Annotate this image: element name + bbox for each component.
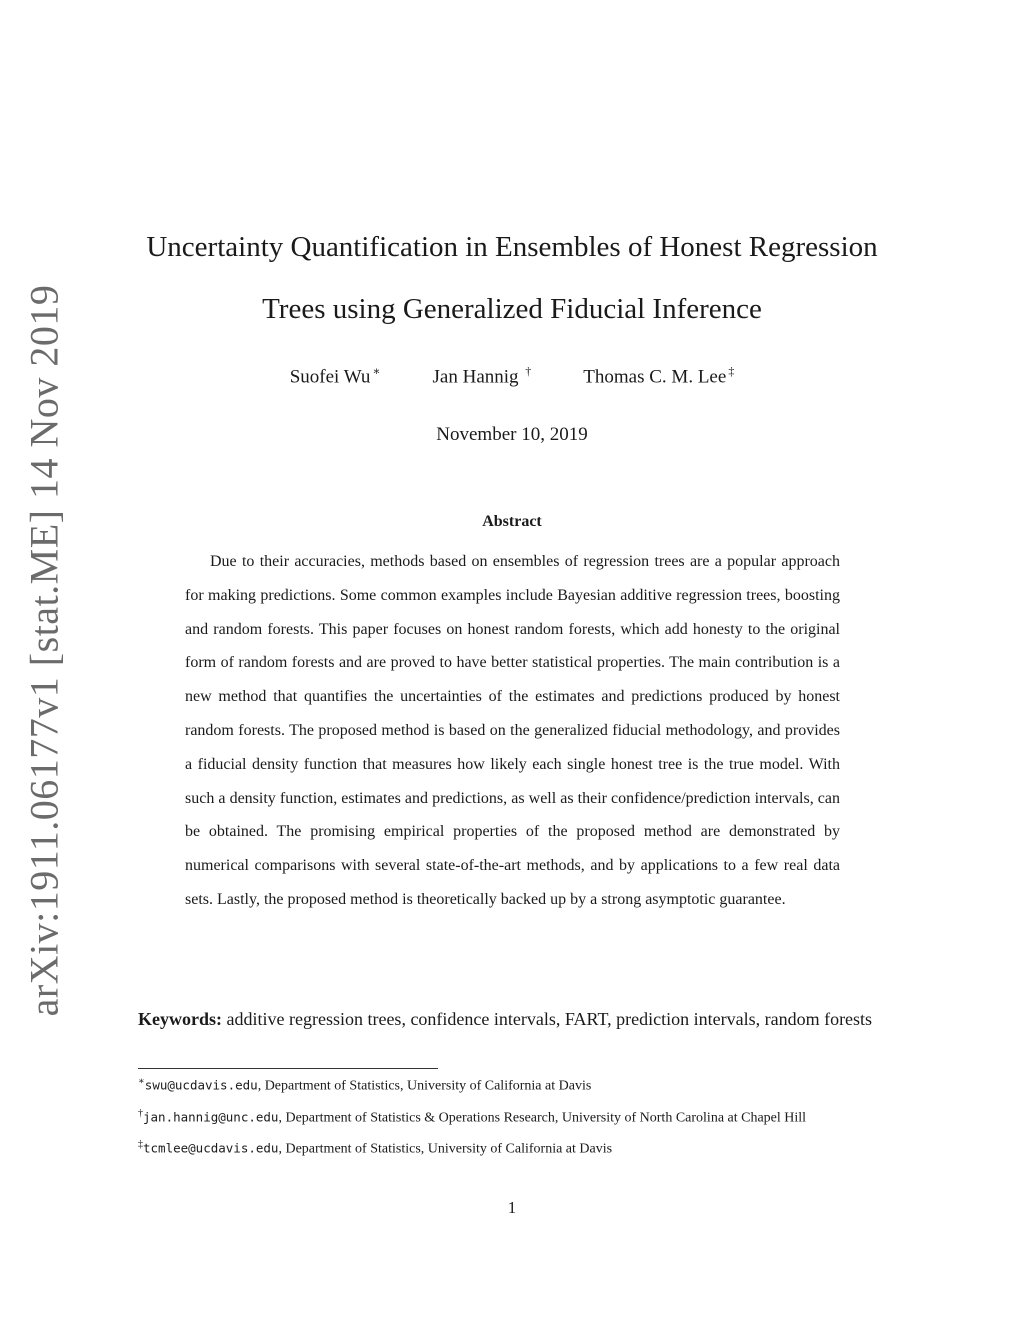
footnote-affiliation: , Department of Statistics, University of California at Davis bbox=[257, 1078, 592, 1094]
author-2 bbox=[433, 364, 532, 388]
author-footnote-mark: † bbox=[525, 364, 532, 378]
author-footnote-mark: ∗ bbox=[372, 364, 381, 378]
author-1 bbox=[290, 364, 381, 388]
footnote-1 bbox=[138, 1070, 886, 1099]
footnote-mark: ‡ bbox=[138, 1139, 143, 1151]
footnote-email[interactable]: swu@ucdavis.edu bbox=[144, 1077, 258, 1093]
keywords-label: Keywords: bbox=[138, 1009, 222, 1029]
publication-date: November 10, 2019 bbox=[436, 424, 588, 445]
paper-title bbox=[0, 216, 1024, 340]
footnote-affiliation: , Department of Statistics, University of California at Davis bbox=[278, 1141, 613, 1157]
author-name: Thomas C. M. Lee bbox=[583, 366, 727, 388]
arxiv-identifier: arXiv:1911.06177v1 [stat.ME] 14 Nov 2019 bbox=[21, 284, 67, 1016]
footnote-mark: ∗ bbox=[138, 1076, 145, 1087]
footnote-mark: † bbox=[138, 1107, 143, 1119]
footnote-rule bbox=[138, 1068, 438, 1069]
footnote-3 bbox=[138, 1133, 886, 1162]
footnote-affiliation: , Department of Statistics & Operations Research, University of North Carolina at Chapel Hill bbox=[278, 1110, 807, 1126]
paper-title-line-1: Uncertainty Quantification in Ensembles of Honest Regression bbox=[146, 231, 878, 263]
footnote-email[interactable]: tcmlee@ucdavis.edu bbox=[143, 1140, 279, 1156]
footnote-2 bbox=[138, 1099, 886, 1134]
abstract-body: Due to their accuracies, methods based on ensembles of regression trees are a popular approach for making predictions. Some common examples include Bayesian additive regression trees, boosting and random forests. This paper focuses on honest random forests, which add honesty to the original form of random forests and are proved to have better statistical properties. The main contribution is a new method that quantifies the uncertainties of the estimates and predictions produced by honest random forests. The proposed method is based on the generalized fiducial methodology, and provides a fiducial density function that measures how likely each single honest tree is the true model. With such a density function, estimates and predictions, as well as their confidence/prediction intervals, can be obtained. The promising empirical properties of the proposed method are demonstrated by numerical comparisons with several state-of-the-art methods, and by applications to a few real data sets. Lastly, the proposed method is theoretically backed up by a strong asymptotic guarantee. bbox=[185, 553, 840, 908]
author-footnote-mark: ‡ bbox=[728, 364, 735, 378]
footnote-email[interactable]: jan.hannig@unc.edu bbox=[143, 1109, 279, 1125]
abstract-heading: Abstract bbox=[482, 513, 542, 530]
paper-title-line-2: Trees using Generalized Fiducial Inference bbox=[262, 293, 762, 325]
author-name: Jan Hannig bbox=[432, 366, 519, 388]
footnotes bbox=[138, 1070, 886, 1162]
keywords bbox=[138, 1000, 886, 1038]
author-3 bbox=[583, 364, 734, 388]
keywords-text: additive regression trees, confidence intervals, FART, prediction intervals, random forests bbox=[226, 1009, 873, 1029]
author-name: Suofei Wu bbox=[289, 366, 371, 388]
author-list bbox=[0, 364, 1024, 388]
page-number: 1 bbox=[507, 1198, 517, 1217]
